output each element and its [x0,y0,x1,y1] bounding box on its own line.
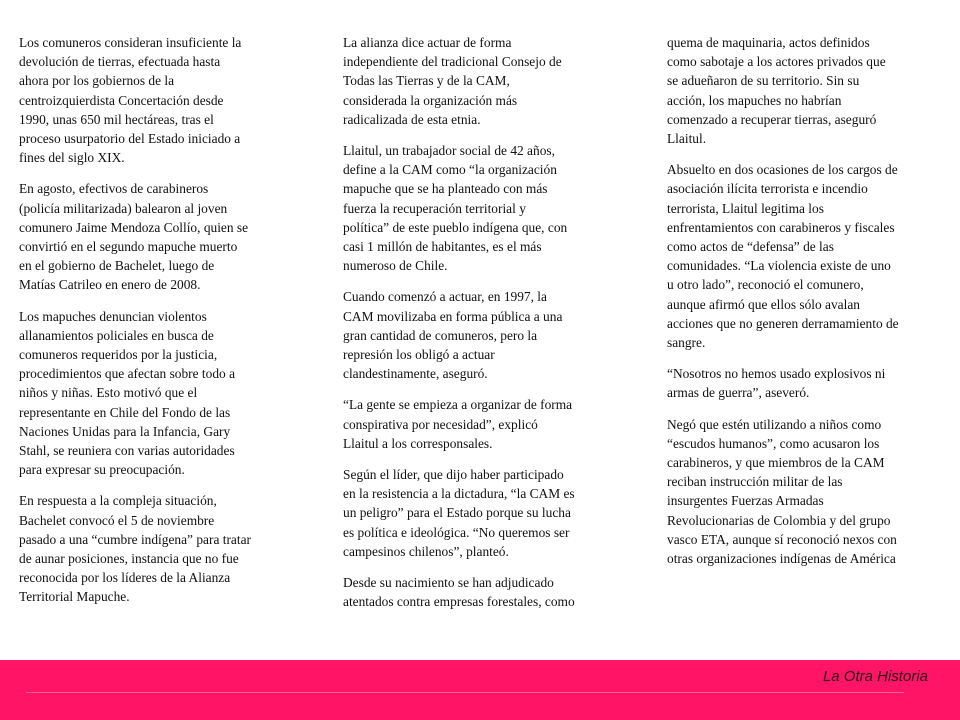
paragraph: En respuesta a la compleja situación, Bachelet convocó el 5 de noviembre pasado a una “cumbre indígena” para tratar de aunar posiciones, instancia que no fue reconocida por los líderes de la Alianza Territorial Mapuche. [19,493,251,605]
paragraph: La alianza dice actuar de forma independiente del tradicional Consejo de Todas las Tierras y de la CAM, considerada la organización más radicalizada de esta etnia. [343,35,562,127]
paragraph: “La gente se empieza a organizar de forma conspirativa por necesidad”, explicó Llaitul a los corresponsales. [343,397,573,451]
paragraph: “Nosotros no hemos usado explosivos ni armas de guerra”, aseveró. [667,366,886,401]
footer-title: La Otra Historia [822,668,928,685]
text-column-1 [19,33,291,619]
footer-bar [0,660,960,720]
footer-divider [26,692,904,693]
text-column-3 [667,33,943,580]
paragraph: Cuando comenzó a actuar, en 1997, la CAM movilizaba en forma pública a una gran cantidad de comuneros, pero la represión los obligó a actuar clandestinamente, aseguró. [343,289,563,382]
paragraph: Llaitul, un trabajador social de 42 años, define a la CAM como “la organización mapuche que se ha planteado con más fuerza la recuperación territorial y política” de este pueblo indígena que, con casi 1 millón de habitantes, es el más numeroso de Chile. [343,143,568,274]
paragraph: Desde su nacimiento se han adjudicado atentados contra empresas forestales, como [343,575,575,610]
paragraph: Los mapuches denuncian violentos allanamientos policiales en busca de comuneros requeridos por la justicia, procedimientos que afectan sobre todo a niños y niñas. Esto motivó que el representante en Chile del Fondo de las Naciones Unidas para la Infancia, Gary Stahl, se reuniera con varias autoridades para expresar su preocupación. [19,308,236,478]
paragraph: quema de maquinaria, actos definidos como sabotaje a los actores privados que se adueñaron de su territorio. Sin su acción, los mapuches no habrían comenzado a recuperar tierras, aseguró Llaitul. [667,35,886,147]
paragraph: Los comuneros consideran insuficiente la devolución de tierras, efectuada hasta ahora por los gobiernos de la centroizquierdista Concertación desde 1990, unas 650 mil hectáreas, tras el proceso usurpatorio del Estado iniciado a fines del siglo XIX. [19,35,242,166]
paragraph: Absuelto en dos ocasiones de los cargos de asociación ilícita terrorista e incendio terrorista, Llaitul legitima los enfrentamientos con carabineros y fiscales como actos de “defensa” de las comunidades. “La violencia existe de uno u otro lado”, reconoció el comunero, aunque afirmó que ellos sólo avalan acciones que no generen derramamiento de sangre. [667,162,899,351]
paragraph: En agosto, efectivos de carabineros (policía militarizada) balearon al joven comunero Jaime Mendoza Collío, quien se convirtió en el segundo mapuche muerto en el gobierno de Bachelet, luego de Matías Catrileo en enero de 2008. [19,181,249,293]
text-column-2 [343,33,619,623]
paragraph: Según el líder, que dijo haber participado en la resistencia a la dictadura, “la CAM es un peligro” para el Estado porque su lucha es política e ideológica. “No queremos ser campesinos chilenos”, planteó. [343,467,575,559]
paragraph: Negó que estén utilizando a niños como “escudos humanos”, como acusaron los carabineros, y que miembros de la CAM reciban instrucción militar de las insurgentes Fuerzas Armadas Revolucionarias de Colombia y del grupo vasco ETA, aunque sí reconoció nexos con otras organizaciones indígenas de América [667,416,897,567]
